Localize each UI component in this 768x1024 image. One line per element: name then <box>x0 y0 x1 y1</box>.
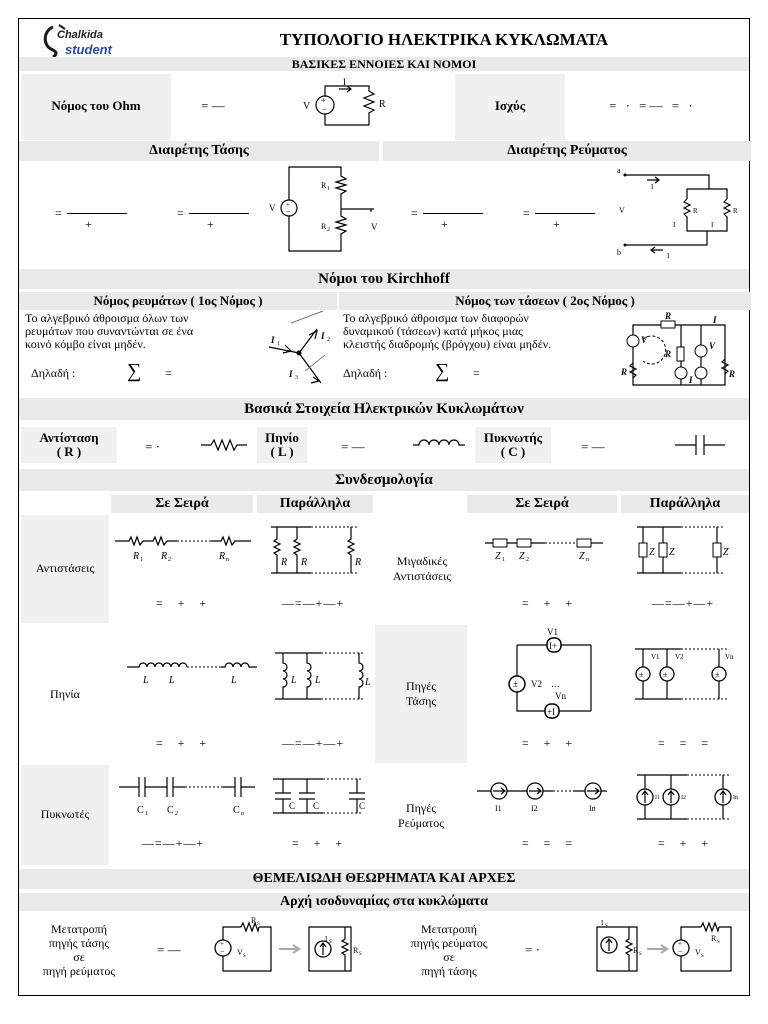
kcl-text-1: Το αλγεβρικό άθροισμα όλων των <box>25 311 189 325</box>
svg-text:R: R <box>633 946 639 955</box>
logo-bottom-text: student <box>65 42 112 57</box>
v-to-i-text-4: πηγή ρεύματος <box>42 964 116 978</box>
svg-text:R: R <box>301 557 308 568</box>
svg-text:Z: Z <box>669 547 675 558</box>
parallel-header-left: Παράλληλα <box>257 495 373 513</box>
svg-text:±: ± <box>663 670 668 679</box>
resistor-label: Αντίσταση <box>39 430 99 445</box>
theorems-heading: ΘΕΜΕΛΙΩΔΗ ΘΕΩΡΗΜΑΤΑ ΚΑΙ ΑΡΧΕΣ <box>19 869 749 889</box>
capacitor-symbol-icon <box>675 433 725 457</box>
impedances-label: Μιγαδικές Αντιστάσεις <box>392 554 452 583</box>
svg-text:L: L <box>169 675 175 686</box>
svg-text:1: 1 <box>502 557 505 563</box>
svg-text:Vn: Vn <box>725 653 734 661</box>
vd-eq-1: = <box>55 206 62 220</box>
svg-text:R: R <box>693 207 698 215</box>
power-formula: = · =— = · <box>609 98 696 113</box>
svg-text:I: I <box>689 375 693 385</box>
elements-heading: Βασικά Στοιχεία Ηλεκτρικών Κυκλωμάτων <box>19 398 749 420</box>
vd-frac-2 <box>189 213 249 214</box>
series-current-sources-figure <box>477 779 607 815</box>
series-inductors-figure <box>127 659 267 689</box>
v-to-i-text-3: σε <box>73 950 85 964</box>
svg-text:I2: I2 <box>531 804 538 813</box>
kvl-sum: ∑ <box>435 360 450 382</box>
svg-text:L: L <box>291 675 297 686</box>
svg-text:C: C <box>289 801 296 811</box>
svg-text:L: L <box>365 677 371 688</box>
svg-text:−: − <box>678 947 683 956</box>
svg-text:L: L <box>231 675 237 686</box>
kcl-title: Νόμος ρευμάτων ( 1ος Νόμος ) <box>19 292 337 310</box>
svg-text:S: S <box>639 952 642 957</box>
svg-text:R: R <box>353 946 359 955</box>
svg-text:2: 2 <box>327 337 330 343</box>
svg-text:R: R <box>621 367 628 377</box>
parallel-current-sources-figure <box>631 771 741 823</box>
formula-parallel-capacitors: = + + <box>291 836 343 850</box>
svg-text:In: In <box>589 804 596 813</box>
svg-text:+I: +I <box>547 707 556 717</box>
svg-text:C: C <box>233 805 240 816</box>
svg-text:3: 3 <box>295 375 298 381</box>
svg-text:V1: V1 <box>547 627 558 637</box>
svg-text:I1: I1 <box>495 804 502 813</box>
svg-text:I+: I+ <box>549 641 558 651</box>
parallel-capacitors-figure <box>269 775 369 817</box>
cd-eq-1: = <box>411 206 418 220</box>
svg-text:R: R <box>733 207 738 215</box>
kcl-text-2: ρευμάτων που συναντώνται σε ένα <box>25 324 194 338</box>
svg-text:I1: I1 <box>655 795 660 801</box>
svg-text:I: I <box>325 935 328 943</box>
formula-series-impedances: = + + <box>521 596 573 610</box>
svg-text:I: I <box>667 252 670 260</box>
svg-text:V: V <box>641 335 648 345</box>
svg-text:I: I <box>673 221 676 229</box>
equivalence-subheading: Αρχή ισοδυναμίας στα κυκλώματα <box>19 893 749 911</box>
series-header-right: Σε Σειρά <box>467 495 617 513</box>
svg-text:V: V <box>303 101 311 112</box>
series-resistors-figure <box>115 531 255 561</box>
formula-sheet <box>18 18 750 996</box>
current-divider-heading: Διαιρέτης Ρεύματος <box>383 141 751 161</box>
svg-text:S: S <box>701 954 704 959</box>
svg-text:I: I <box>321 331 325 341</box>
svg-text:Z: Z <box>723 547 729 558</box>
svg-text:S: S <box>257 922 260 927</box>
i-to-v-text-1: Μετατροπή <box>421 922 477 936</box>
svg-text:+: + <box>220 940 224 948</box>
svg-text:+: + <box>678 940 682 948</box>
formula-series-resistors: = + + <box>155 596 207 610</box>
resistor-symbol-icon <box>201 437 247 453</box>
kvl-title: Νόμος των τάσεων ( 2ος Νόμος ) <box>339 292 751 310</box>
svg-text:R: R <box>321 181 327 190</box>
svg-text:R: R <box>379 99 386 110</box>
svg-text:±: ± <box>513 679 518 689</box>
i-to-v-text-2: πηγής ρεύματος <box>410 936 488 950</box>
parallel-voltage-sources-figure <box>629 645 739 705</box>
svg-text:L: L <box>315 675 321 686</box>
ohm-circuit-figure <box>299 77 389 133</box>
cd-plus-1: + <box>441 217 448 231</box>
svg-text:±: ± <box>639 670 644 679</box>
svg-text:R: R <box>281 557 288 568</box>
kcl-namely: Δηλαδή : <box>31 366 76 380</box>
svg-text:2: 2 <box>168 557 171 563</box>
v-to-i-text-2: πηγής τάσης <box>48 936 110 950</box>
connections-heading: Συνδεσμολογία <box>19 469 749 491</box>
svg-text:Z: Z <box>579 551 585 562</box>
svg-text:−: − <box>322 104 328 114</box>
vd-plus-2: + <box>207 217 214 231</box>
page-title: ΤΥΠΟΛΟΓΙΟ ΗΛΕΚΤΡΙΚΑ ΚΥΚΛΩΜΑΤΑ <box>279 30 609 49</box>
parallel-resistors-figure <box>267 525 367 575</box>
svg-text:R: R <box>251 916 257 925</box>
current-divider-figure <box>617 166 738 260</box>
kcl-text-3: κοινό κόμβο είναι μηδέν. <box>25 337 146 351</box>
formula-parallel-vsources: = = = <box>657 736 709 750</box>
kvl-text-3: κλειστής διαδρομής (βρόγχου) είναι μηδέν. <box>343 337 552 351</box>
svg-text:−: − <box>220 947 225 956</box>
kcl-eq: = <box>165 366 172 380</box>
svg-text:V: V <box>237 948 243 957</box>
formula-parallel-isources: = + + <box>657 836 709 850</box>
v-to-i-conversion-figure <box>211 915 371 979</box>
cd-frac-1 <box>423 213 483 214</box>
cd-eq-2: = <box>523 206 530 220</box>
svg-text:S: S <box>605 924 608 929</box>
formula-series-vsources: = + + <box>521 736 573 750</box>
kvl-namely: Δηλαδή : <box>343 366 388 380</box>
svg-text:I: I <box>601 919 604 927</box>
i-to-v-formula: = · <box>525 942 540 957</box>
svg-text:I: I <box>713 315 717 325</box>
svg-text:1: 1 <box>277 341 280 347</box>
parallel-header-right: Παράλληλα <box>621 495 749 513</box>
power-label: Ισχύς <box>494 98 526 113</box>
svg-text:2: 2 <box>526 557 529 563</box>
kcl-node-figure <box>265 311 335 387</box>
capacitors-label: Πυκνωτές <box>40 807 90 821</box>
svg-text:V: V <box>619 206 625 215</box>
formula-series-capacitors: —=—+—+ <box>141 836 205 850</box>
svg-text:+: + <box>286 201 290 209</box>
v-to-i-formula: = — <box>157 942 181 957</box>
svg-text:C: C <box>167 805 174 816</box>
svg-text:R: R <box>711 934 717 943</box>
svg-text:n: n <box>241 811 244 817</box>
basic-heading: ΒΑΣΙΚΕΣ ΕΝΝΟΙΕΣ ΚΑΙ ΝΟΜΟΙ <box>19 57 749 71</box>
formula-parallel-impedances: —=—+—+ <box>651 596 715 610</box>
kcl-sum: ∑ <box>127 360 142 382</box>
resistors-label: Αντιστάσεις <box>35 561 95 575</box>
svg-text:2: 2 <box>327 227 330 233</box>
svg-text:b: b <box>617 248 621 257</box>
kvl-loop-figure <box>621 311 741 391</box>
voltage-divider-figure <box>269 164 384 256</box>
vd-frac-1 <box>67 213 127 214</box>
cd-frac-2 <box>535 213 595 214</box>
svg-text:S: S <box>243 954 246 959</box>
svg-text:S: S <box>329 940 332 945</box>
inductor-formula: = — <box>341 439 365 454</box>
svg-text:Z: Z <box>519 551 525 562</box>
i-to-v-text-3: σε <box>443 950 455 964</box>
svg-text:Z: Z <box>495 551 501 562</box>
series-header-left: Σε Σειρά <box>111 495 253 513</box>
capacitor-label: Πυκνωτής <box>483 430 543 445</box>
formula-parallel-inductors: —=—+—+ <box>281 736 345 750</box>
series-capacitors-figure <box>119 773 259 819</box>
inductor-symbol-icon <box>413 435 465 451</box>
isources-label: Πηγές Ρεύματος <box>398 801 444 830</box>
svg-text:Z: Z <box>649 547 655 558</box>
vd-plus-1: + <box>85 217 92 231</box>
capacitor-formula: = — <box>581 439 605 454</box>
svg-text:R: R <box>133 551 140 562</box>
formula-series-isources: = = = <box>521 836 573 850</box>
formula-series-inductors: = + + <box>155 736 207 750</box>
svg-text:−: − <box>286 207 291 216</box>
formula-parallel-resistors: —=—+—+ <box>281 596 345 610</box>
kvl-text-2: δυναμικού (τάσεων) κατά μήκος μιας <box>343 324 523 338</box>
kirchhoff-heading: Νόμοι του Kirchhoff <box>19 269 749 289</box>
svg-text:…: … <box>551 679 560 689</box>
svg-text:1: 1 <box>140 557 143 563</box>
svg-text:n: n <box>226 557 229 563</box>
svg-text:R: R <box>665 311 672 321</box>
svg-text:V: V <box>269 203 276 213</box>
ohm-formula: = — <box>201 98 225 113</box>
vd-eq-2: = <box>177 206 184 220</box>
svg-text:R: R <box>161 551 168 562</box>
svg-text:1: 1 <box>327 186 330 192</box>
svg-text:V: V <box>709 341 716 351</box>
svg-text:I: I <box>343 77 346 87</box>
voltage-divider-heading: Διαιρέτης Τάσης <box>19 141 379 161</box>
svg-text:C: C <box>359 801 366 811</box>
parallel-inductors-figure <box>271 651 371 701</box>
svg-text:I: I <box>711 221 714 229</box>
resistor-symbol: ( R ) <box>56 444 82 459</box>
svg-text:R: R <box>665 349 672 359</box>
svg-text:R: R <box>219 551 226 562</box>
svg-text:R: R <box>321 222 327 231</box>
svg-text:S: S <box>359 952 362 957</box>
inductor-label: Πηνίο <box>265 430 299 445</box>
svg-text:S: S <box>717 940 720 945</box>
svg-text:V2: V2 <box>675 653 684 661</box>
svg-text:I2: I2 <box>681 795 686 801</box>
ohm-label: Νόμος του Ohm <box>51 98 141 113</box>
capacitor-symbol: ( C ) <box>500 444 526 459</box>
logo <box>37 23 137 57</box>
kvl-text-1: Το αλγεβρικό άθροισμα των διαφορών <box>343 311 529 325</box>
inductors-label: Πηνία <box>50 687 80 701</box>
svg-text:I: I <box>651 183 654 191</box>
i-to-v-text-4: πηγή τάσης <box>421 964 477 978</box>
svg-text:L: L <box>143 675 149 686</box>
svg-text:1: 1 <box>145 811 148 817</box>
svg-text:R: R <box>355 557 362 568</box>
svg-text:+: + <box>321 96 326 105</box>
svg-text:C: C <box>313 801 320 811</box>
svg-text:2: 2 <box>175 811 178 817</box>
series-voltage-sources-figure <box>495 625 605 729</box>
svg-text:n: n <box>586 557 589 563</box>
svg-text:V: V <box>695 948 701 957</box>
svg-text:C: C <box>137 805 144 816</box>
cd-plus-2: + <box>553 217 560 231</box>
inductor-symbol: ( L ) <box>270 444 294 459</box>
vsources-label: Πηγές Τάσης <box>405 679 437 708</box>
i-to-v-conversion-figure <box>581 915 741 979</box>
svg-text:I: I <box>271 335 275 345</box>
svg-text:I: I <box>289 369 293 379</box>
svg-text:In: In <box>733 795 738 801</box>
logo-top-text: Chalkida <box>57 29 103 41</box>
svg-text:R: R <box>729 369 736 379</box>
svg-text:V1: V1 <box>651 653 660 661</box>
series-impedances-figure <box>485 533 605 561</box>
resistor-formula: = · <box>145 439 160 454</box>
svg-text:±: ± <box>715 670 720 679</box>
svg-text:a: a <box>617 166 621 175</box>
kvl-eq: = <box>473 366 480 380</box>
svg-text:Vn: Vn <box>555 691 566 701</box>
parallel-impedances-figure <box>631 525 741 575</box>
svg-text:V: V <box>371 222 378 232</box>
svg-text:V2: V2 <box>531 679 542 689</box>
v-to-i-text-1: Μετατροπή <box>51 922 107 936</box>
